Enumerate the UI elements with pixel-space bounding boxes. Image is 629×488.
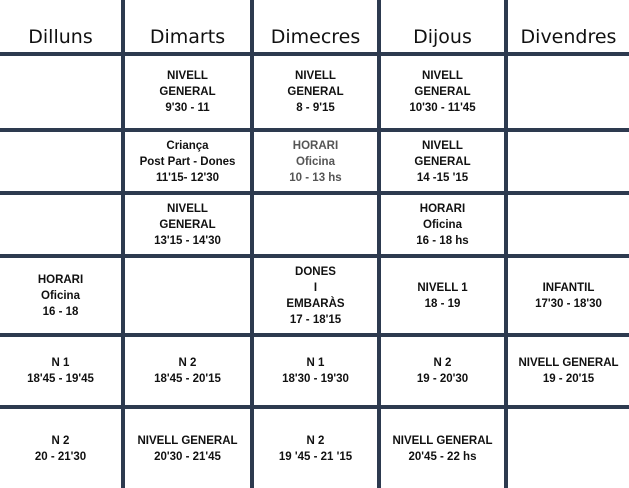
schedule-cell: NIVELL GENERAL 10'30 - 11'45 [381,56,508,132]
day-header-dilluns: Dilluns [0,0,125,56]
day-header-dijous: Dijous [381,0,508,56]
schedule-cell [0,132,125,195]
schedule-cell: N 2 19 '45 - 21 '15 [254,409,381,488]
schedule-cell [0,56,125,132]
schedule-cell: N 2 19 - 20'30 [381,337,508,409]
schedule-cell [254,195,381,258]
schedule-cell [508,56,629,132]
schedule-cell: HORARI Oficina 16 - 18 hs [381,195,508,258]
schedule-cell [125,258,254,337]
schedule-cell [508,132,629,195]
schedule-cell: HORARI Oficina 10 - 13 hs [254,132,381,195]
day-header-dimarts: Dimarts [125,0,254,56]
schedule-cell: NIVELL GENERAL 14 -15 '15 [381,132,508,195]
schedule-cell: NIVELL GENERAL 19 - 20'15 [508,337,629,409]
schedule-cell: HORARI Oficina 16 - 18 [0,258,125,337]
schedule-cell: N 2 20 - 21'30 [0,409,125,488]
schedule-cell: N 2 18'45 - 20'15 [125,337,254,409]
schedule-cell: NIVELL GENERAL 13'15 - 14'30 [125,195,254,258]
schedule-cell: NIVELL GENERAL 8 - 9'15 [254,56,381,132]
schedule-cell: N 1 18'30 - 19'30 [254,337,381,409]
schedule-cell [508,409,629,488]
schedule-cell: NIVELL GENERAL 9'30 - 11 [125,56,254,132]
schedule-cell [508,195,629,258]
schedule-cell: NIVELL GENERAL 20'30 - 21'45 [125,409,254,488]
schedule-cell: N 1 18'45 - 19'45 [0,337,125,409]
schedule-cell: DONES I EMBARÀS 17 - 18'15 [254,258,381,337]
day-header-dimecres: Dimecres [254,0,381,56]
schedule-cell [0,195,125,258]
schedule-cell: INFANTIL 17'30 - 18'30 [508,258,629,337]
day-header-divendres: Divendres [508,0,629,56]
schedule-cell: NIVELL GENERAL 20'45 - 22 hs [381,409,508,488]
schedule-cell: Criança Post Part - Dones 11'15- 12'30 [125,132,254,195]
schedule-cell: NIVELL 1 18 - 19 [381,258,508,337]
